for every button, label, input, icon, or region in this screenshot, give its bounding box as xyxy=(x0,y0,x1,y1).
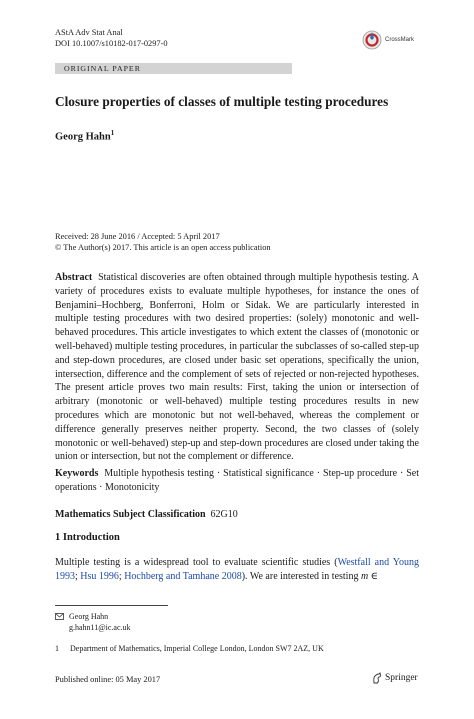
intro-math-tail: m ∈ xyxy=(360,570,379,582)
intro-text-after: ). We are interested in testing xyxy=(241,570,361,582)
introduction-paragraph xyxy=(55,556,419,584)
citation-hochberg-tamhane[interactable]: Hochberg and Tamhane 2008 xyxy=(124,570,242,582)
springer-horse-icon xyxy=(371,672,383,684)
received-accepted: Received: 28 June 2016 / Accepted: 5 April 2017 xyxy=(55,232,220,241)
intro-text-before: Multiple testing is a widespread tool to evaluate scientific studies ( xyxy=(55,557,338,568)
msc-label: Mathematics Subject Classification xyxy=(55,509,206,520)
keywords xyxy=(55,467,419,495)
published-online: Published online: 05 May 2017 xyxy=(55,675,161,684)
author-affil-sup: 1 xyxy=(110,129,115,137)
citation-hsu[interactable]: Hsu 1996 xyxy=(80,570,119,582)
msc-text: 62G10 xyxy=(210,509,238,520)
section-heading-introduction: 1 Introduction xyxy=(55,532,120,543)
keywords-label: Keywords xyxy=(55,468,99,479)
correspondence-block xyxy=(55,611,131,633)
article-title: Closure properties of classes of multiple testing procedures xyxy=(55,94,389,109)
affiliation-number: 1 xyxy=(55,644,59,653)
correspondence-name: Georg Hahn xyxy=(69,612,109,621)
copyright: © The Author(s) 2017. This article is an open access publication xyxy=(55,243,271,252)
journal-header xyxy=(55,27,168,49)
crossmark-label: CrossMark xyxy=(385,37,415,43)
citation-westfall-young[interactable]: Westfall and Young 1993 xyxy=(55,557,419,582)
springer-logo[interactable] xyxy=(371,672,418,684)
paper-type-banner: ORIGINAL PAPER xyxy=(55,63,292,74)
affiliation-text: Department of Mathematics, Imperial College London, London SW7 2AZ, UK xyxy=(70,644,324,653)
author-name: Georg Hahn xyxy=(55,131,111,143)
envelope-icon xyxy=(55,613,64,620)
crossmark-icon xyxy=(362,30,382,50)
doi[interactable]: DOI 10.1007/s10182-017-0297-0 xyxy=(55,39,168,48)
crossmark-badge[interactable] xyxy=(362,30,414,50)
correspondence-email[interactable]: g.hahn11@ic.ac.uk xyxy=(69,623,131,632)
msc xyxy=(55,508,419,522)
intro-sep-1: ; xyxy=(75,570,81,582)
abstract xyxy=(55,271,419,464)
abstract-text: Statistical discoveries are often obtained through multiple hypothesis testing. A variety of procedures exists to evaluate multiple hypotheses, for instance the ones of Benjamini–Hochberg, Bonferroni, Holm or Sidak. We are particularly interested in multiple testing procedures with two desired properties: (solely) monotonic and well-behaved procedures. This article investigates to which extent the classes of (monotonic or well-behaved) multiple testing procedures, in particular the subclasses of so-called step-up and step-down procedures, are closed under basic set operations, specifically the union, intersection, difference and the complement of sets of rejected or non-rejected hypotheses. The present article proves two main results: First, taking the union or intersection of arbitrary (monotonic or well-behaved) multiple testing procedures results in new procedures which are monotonic but not well-behaved, whereas the complement or difference generally preserves neither property. Second, the two classes of (solely monotonic or well-behaved) step-up and step-down procedures are closed under taking the union or intersection, but not the complement or difference. xyxy=(55,272,419,463)
keywords-text: Multiple hypothesis testing · Statistical significance · Step-up procedure · Set operations · Monotonicity xyxy=(55,468,419,493)
intro-sep-2: ; xyxy=(118,570,125,582)
affiliation xyxy=(55,644,324,653)
journal-abbrev: AStA Adv Stat Anal xyxy=(55,28,123,37)
author[interactable] xyxy=(55,129,114,143)
springer-label: Springer xyxy=(385,673,418,683)
dates-block xyxy=(55,231,271,253)
footnote-rule xyxy=(55,605,168,606)
abstract-label: Abstract xyxy=(55,272,93,283)
